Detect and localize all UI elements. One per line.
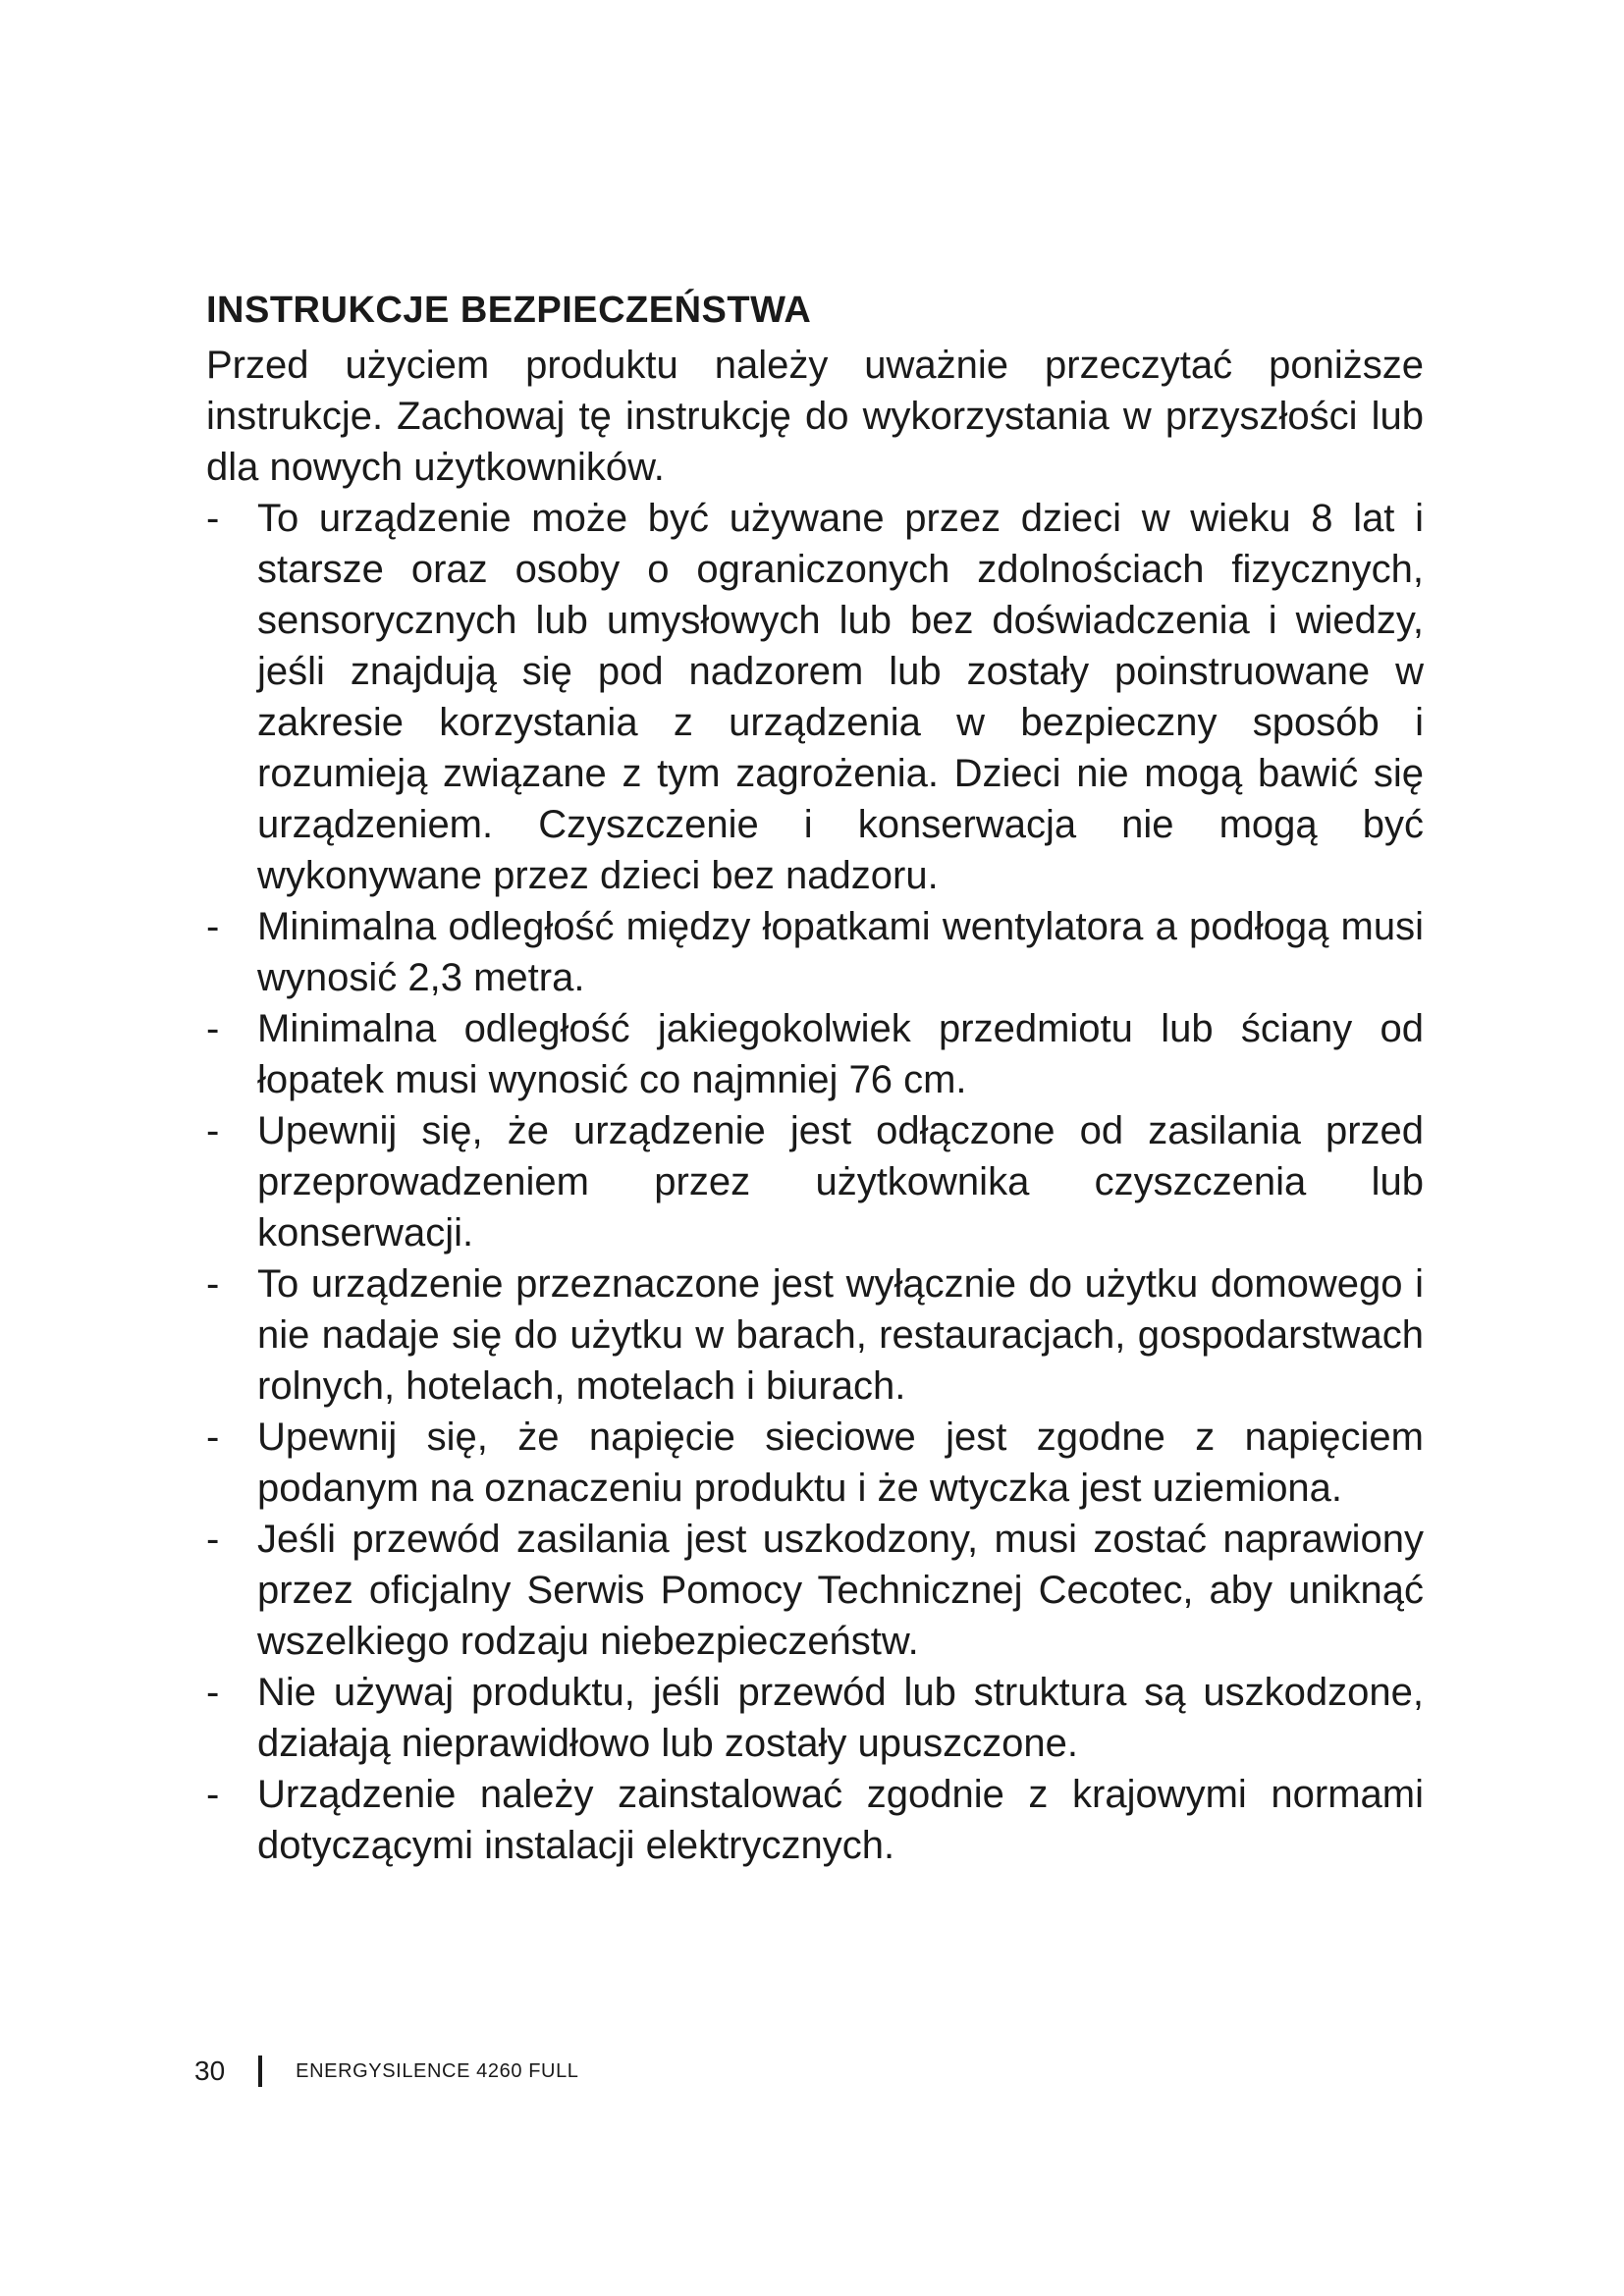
section-title: INSTRUKCJE BEZPIECZEŃSTWA bbox=[206, 290, 812, 331]
intro-paragraph: Przed użyciem produktu należy uważnie przeczytać poniższe instrukcje. Zachowaj tę instrukcję do wykorzystania w przyszłości lub dla nowych użytkowników. bbox=[206, 344, 1424, 489]
bullet-dash: - bbox=[206, 1109, 220, 1152]
page-footer bbox=[194, 2052, 579, 2091]
bullet-dash: - bbox=[206, 1518, 220, 1561]
bullet-dash: - bbox=[206, 905, 220, 948]
list-item bbox=[206, 1105, 1424, 1258]
list-item bbox=[206, 1514, 1424, 1667]
footer-divider bbox=[258, 2056, 262, 2087]
list-item-text: Jeśli przewód zasilania jest uszkodzony, musi zostać naprawiony przez oficjalny Serwis Pomocy Technicznej Cecotec, aby uniknąć wszelkiego rodzaju niebezpieczeństw. bbox=[257, 1518, 1424, 1663]
list-item bbox=[206, 1769, 1424, 1871]
list-item-text: Urządzenie należy zainstalować zgodnie z krajowymi normami dotyczącymi instalacji elektrycznych. bbox=[257, 1773, 1424, 1867]
list-item bbox=[206, 1003, 1424, 1105]
product-name: ENERGYSILENCE 4260 FULL bbox=[296, 2059, 579, 2082]
list-item bbox=[206, 493, 1424, 901]
list-item-text: Upewnij się, że napięcie sieciowe jest zgodne z napięciem podanym na oznaczeniu produktu i że wtyczka jest uziemiona. bbox=[257, 1415, 1424, 1510]
list-item-text: Upewnij się, że urządzenie jest odłączone od zasilania przed przeprowadzeniem przez użytkownika czyszczenia lub konserwacji. bbox=[257, 1109, 1424, 1255]
list-item bbox=[206, 1412, 1424, 1514]
list-item bbox=[206, 1667, 1424, 1769]
bullet-dash: - bbox=[206, 1262, 220, 1306]
bullet-dash: - bbox=[206, 1671, 220, 1714]
bullet-dash: - bbox=[206, 497, 220, 540]
page-content bbox=[206, 285, 1483, 1871]
list-item-text: Minimalna odległość jakiegokolwiek przedmiotu lub ściany od łopatek musi wynosić co najmniej 76 cm. bbox=[257, 1007, 1424, 1101]
bullet-dash: - bbox=[206, 1773, 220, 1816]
page-number: 30 bbox=[194, 2056, 226, 2086]
list-item-text: Nie używaj produktu, jeśli przewód lub struktura są uszkodzone, działają nieprawidłowo lub zostały upuszczone. bbox=[257, 1671, 1424, 1765]
list-item bbox=[206, 901, 1424, 1003]
list-item-text: Minimalna odległość między łopatkami wentylatora a podłogą musi wynosić 2,3 metra. bbox=[257, 905, 1424, 999]
safety-instructions-list bbox=[206, 493, 1424, 1871]
bullet-dash: - bbox=[206, 1007, 220, 1050]
list-item bbox=[206, 1258, 1424, 1412]
list-item-text: To urządzenie może być używane przez dzieci w wieku 8 lat i starsze oraz osoby o ograniczonych zdolnościach fizycznych, sensorycznych lub umysłowych lub bez doświadczenia i wiedzy, jeśli znajdują się pod nadzorem lub zostały poinstruowane w zakresie korzystania z urządzenia w bezpieczny sposób i rozumieją związane z tym zagrożenia. Dzieci nie mogą bawić się urządzeniem. Czyszczenie i konserwacja nie mogą być wykonywane przez dzieci bez nadzoru. bbox=[257, 497, 1424, 897]
bullet-dash: - bbox=[206, 1415, 220, 1459]
list-item-text: To urządzenie przeznaczone jest wyłącznie do użytku domowego i nie nadaje się do użytku w barach, restauracjach, gospodarstwach rolnych, hotelach, motelach i biurach. bbox=[257, 1262, 1424, 1408]
